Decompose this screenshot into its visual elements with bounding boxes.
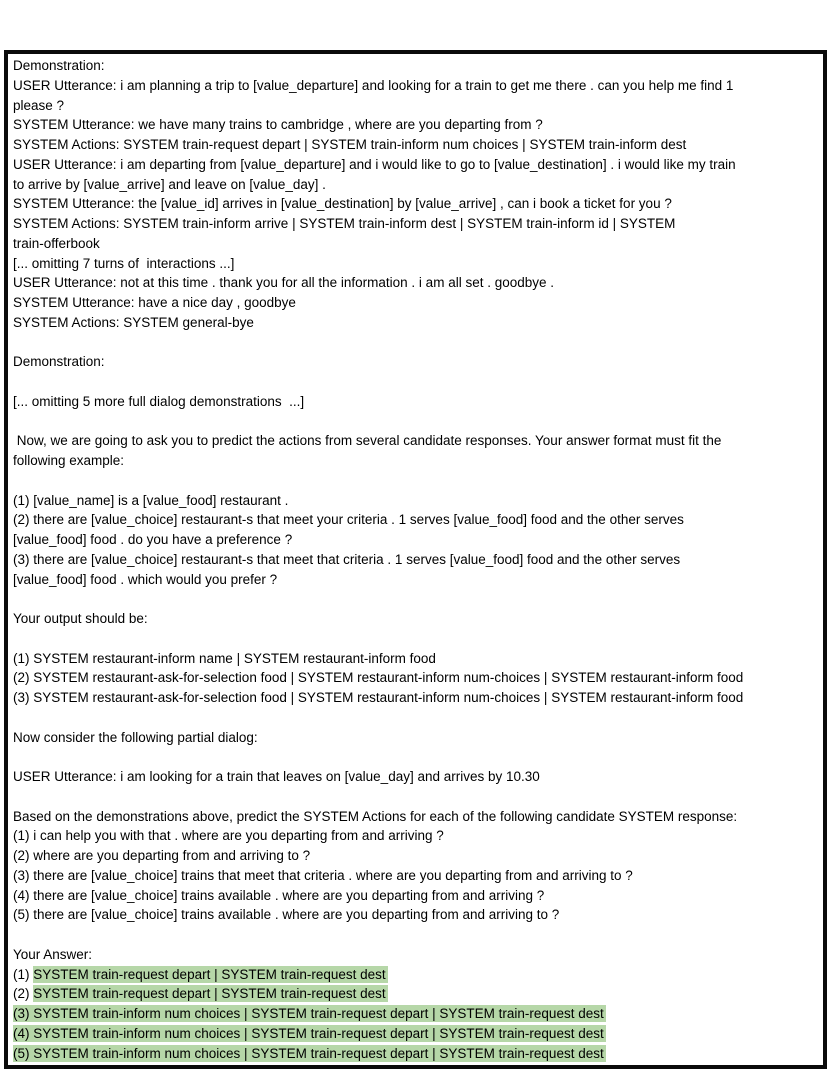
document-line: (2) where are you departing from and arriving to ? <box>13 848 311 863</box>
document-body <box>13 56 820 1063</box>
highlighted-answer-text: (3) SYSTEM train-inform num choices | SYSTEM train-request depart | SYSTEM train-request dest <box>13 1006 604 1021</box>
document-line: SYSTEM Utterance: we have many trains to cambridge , where are you departing from ? <box>13 117 543 133</box>
document-line: Demonstration: <box>13 354 105 370</box>
blank-line <box>13 747 820 767</box>
blank-line <box>13 333 820 353</box>
document-line: SYSTEM Actions: SYSTEM train-request depart | SYSTEM train-inform num choices | SYSTEM train-inform dest <box>13 137 687 152</box>
answer-line <box>13 1024 820 1044</box>
highlighted-answer-text: SYSTEM train-request depart | SYSTEM train-request dest <box>33 986 386 1002</box>
document-line: [value_food] food . do you have a preference ? <box>13 532 293 547</box>
highlighted-answer-text: (4) SYSTEM train-inform num choices | SYSTEM train-request depart | SYSTEM train-request dest <box>13 1025 604 1041</box>
document-line: SYSTEM Actions: SYSTEM train-inform arrive | SYSTEM train-inform dest | SYSTEM train-inform id | SYSTEM <box>13 216 676 231</box>
document-line: Now, we are going to ask you to predict the actions from several candidate responses. Your answer format must fit the <box>13 433 722 449</box>
document-line: please ? <box>13 97 65 113</box>
document-line: Your output should be: <box>13 611 148 626</box>
document-line: (5) there are [value_choice] trains available . where are you departing from and arriving to ? <box>13 907 560 923</box>
document-frame <box>4 50 827 1069</box>
answer-line <box>13 1044 820 1064</box>
document-line: (1) i can help you with that . where are you departing from and arriving ? <box>13 828 444 844</box>
document-line: Your Answer: <box>13 946 93 962</box>
document-line: USER Utterance: i am looking for a train that leaves on [value_day] and arrives by 10.30 <box>13 769 540 784</box>
document-line: (4) there are [value_choice] trains available . where are you departing from and arriving ? <box>13 887 545 903</box>
document-line: USER Utterance: i am planning a trip to [value_departure] and looking for a train to get me there . can you help me find 1 <box>13 77 734 93</box>
document-line: [... omitting 5 more full dialog demonstrations ...] <box>13 393 305 409</box>
blank-line <box>13 708 820 728</box>
highlighted-answer-text: (5) SYSTEM train-inform num choices | SYSTEM train-request depart | SYSTEM train-request dest <box>13 1045 604 1061</box>
document-line: Now consider the following partial dialog: <box>13 729 258 745</box>
document-line: (3) SYSTEM restaurant-ask-for-selection food | SYSTEM restaurant-inform num-choices | SYSTEM restaurant-inform food <box>13 690 744 705</box>
document-line: SYSTEM Utterance: have a nice day , goodbye <box>13 295 296 310</box>
document-line: USER Utterance: not at this time . thank you for all the information . i am all set . goodbye . <box>13 275 555 291</box>
document-line: (1) SYSTEM restaurant-inform name | SYSTEM restaurant-inform food <box>13 650 436 666</box>
blank-line <box>13 471 820 491</box>
answer-line: (2) SYSTEM train-request depart | SYSTEM train-request dest <box>13 986 386 1002</box>
document-line: to arrive by [value_arrive] and leave on [value_day] . <box>13 176 326 192</box>
document-line: (3) there are [value_choice] trains that meet that criteria . where are you departing from and arriving to ? <box>13 867 633 883</box>
blank-line <box>13 589 820 609</box>
blank-line <box>13 372 820 392</box>
document-line: Demonstration: <box>13 58 105 73</box>
blank-line <box>13 925 820 945</box>
document-line: (2) there are [value_choice] restaurant-s that meet your criteria . 1 serves [value_food] food and the other serves <box>13 512 684 528</box>
blank-line <box>13 412 820 432</box>
highlighted-answer-text: SYSTEM train-request depart | SYSTEM train-request dest <box>33 966 386 982</box>
answer-line: (1) SYSTEM train-request depart | SYSTEM train-request dest <box>13 966 386 982</box>
document-line: following example: <box>13 453 125 468</box>
document-line: train-offerbook <box>13 235 100 251</box>
blank-line <box>13 787 820 807</box>
document-line: [value_food] food . which would you prefer ? <box>13 571 278 587</box>
answer-line <box>13 1004 820 1024</box>
document-line: USER Utterance: i am departing from [value_departure] and i would like to go to [value_destination] . i would like my train <box>13 156 736 172</box>
document-line: (3) there are [value_choice] restaurant-s that meet that criteria . 1 serves [value_food] food and the other serves <box>13 551 681 567</box>
document-line: SYSTEM Actions: SYSTEM general-bye <box>13 314 254 330</box>
document-line: (1) [value_name] is a [value_food] restaurant . <box>13 492 289 508</box>
document-line: [... omitting 7 turns of interactions ...] <box>13 255 235 271</box>
document-line: SYSTEM Utterance: the [value_id] arrives in [value_destination] by [value_arrive] , can i book a ticket for you ? <box>13 196 672 212</box>
blank-line <box>13 629 820 649</box>
document-line: Based on the demonstrations above, predict the SYSTEM Actions for each of the following candidate SYSTEM response: <box>13 808 738 824</box>
document-line: (2) SYSTEM restaurant-ask-for-selection food | SYSTEM restaurant-inform num-choices | SYSTEM restaurant-inform food <box>13 670 744 686</box>
